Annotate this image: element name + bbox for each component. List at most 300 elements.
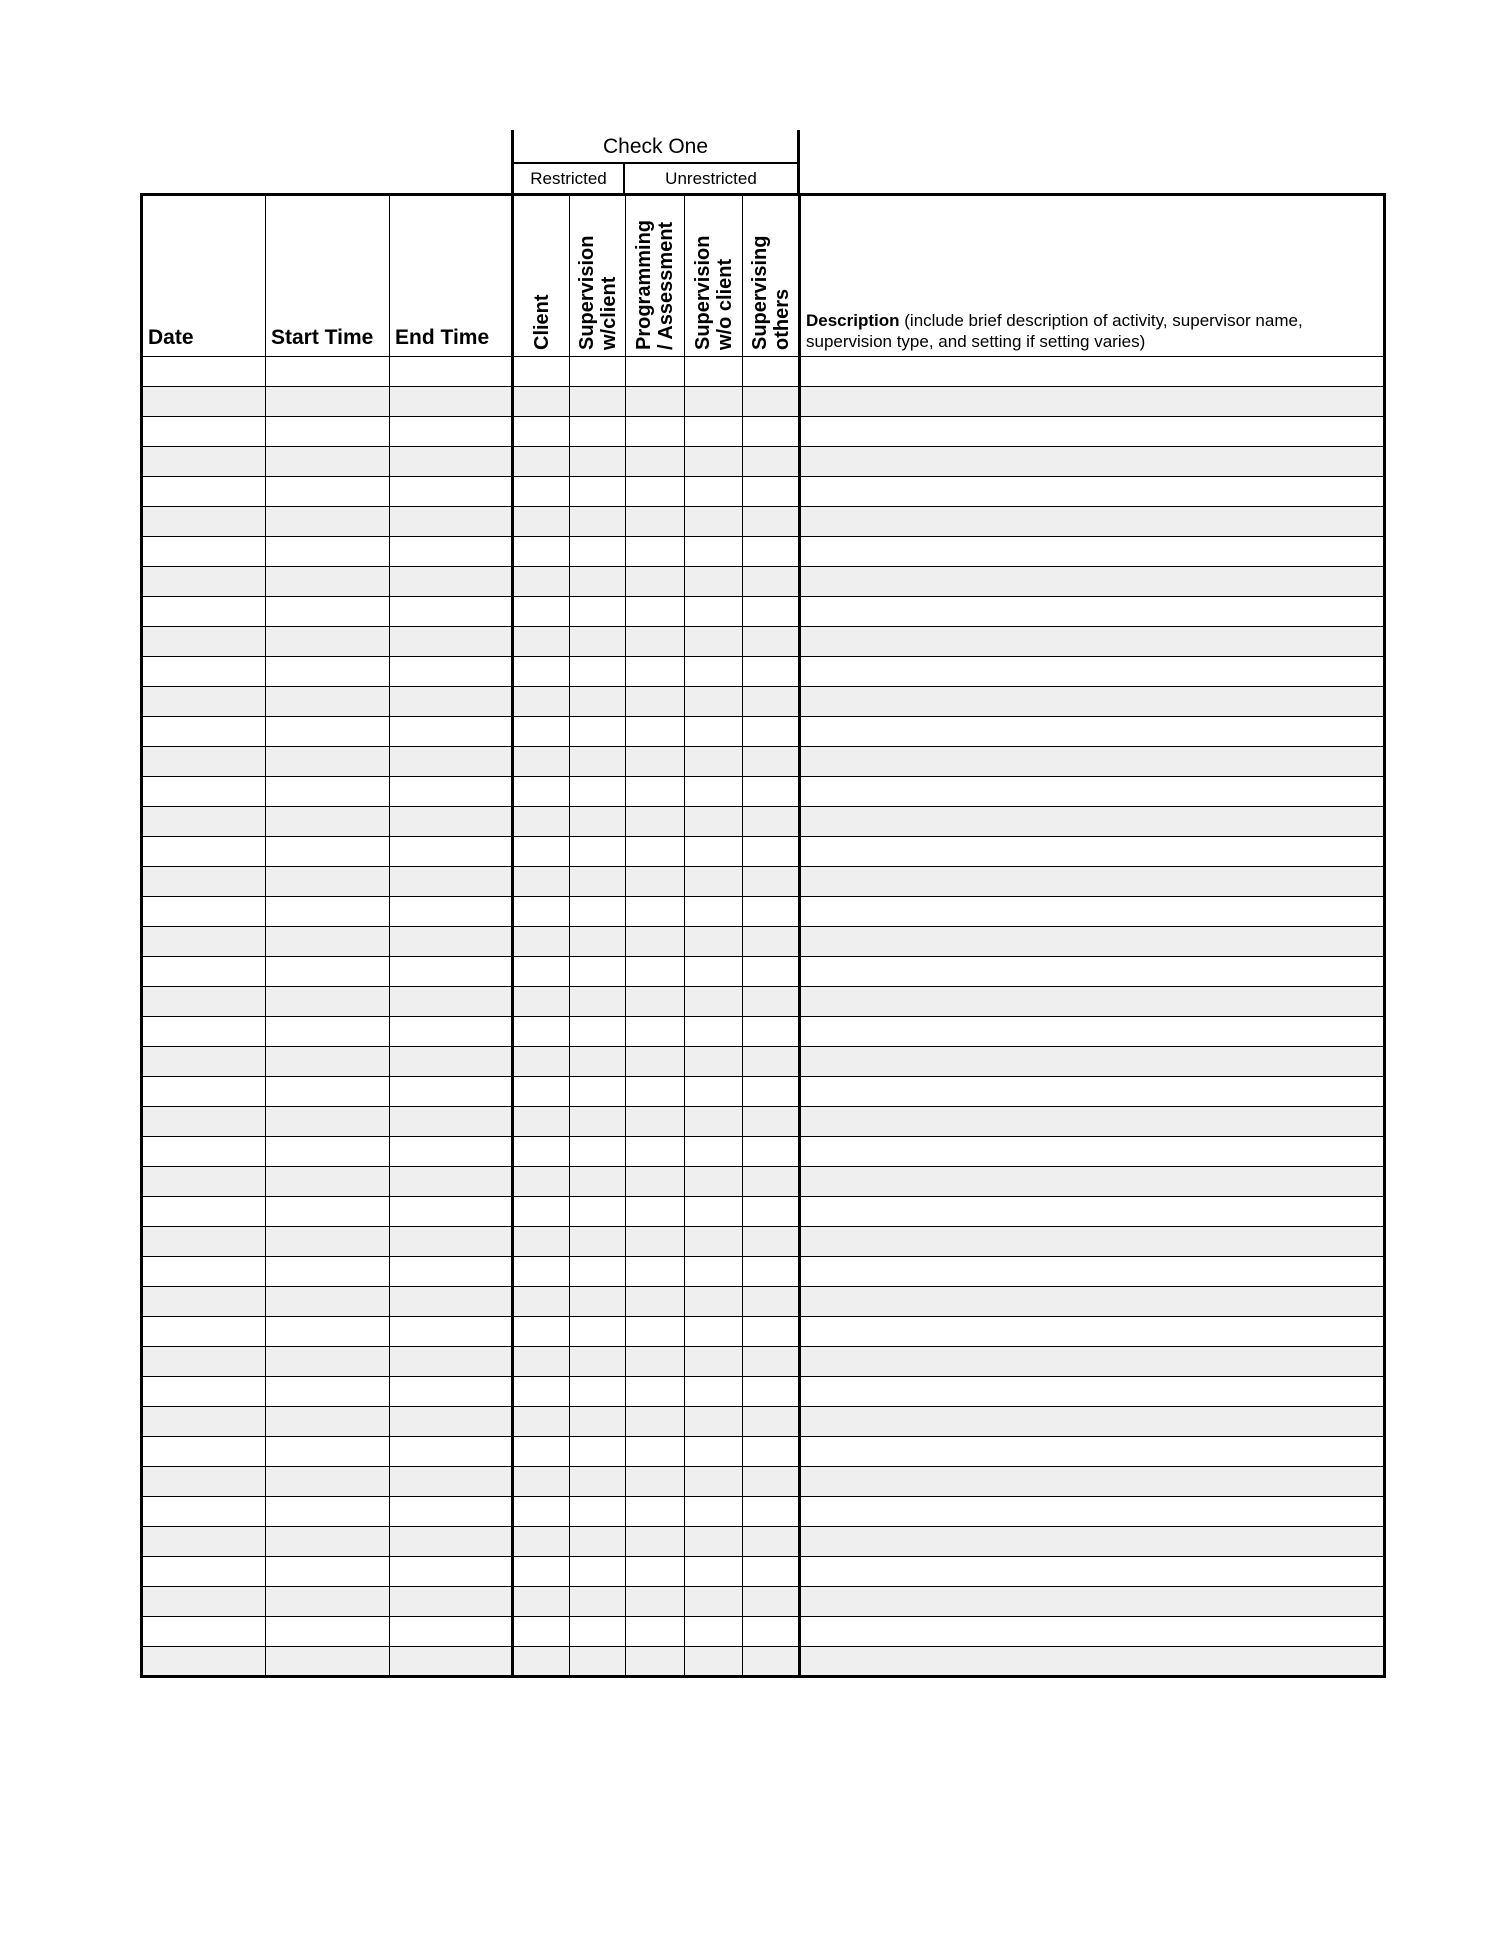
description-cell[interactable]	[800, 627, 1385, 657]
date-cell[interactable]	[142, 1377, 266, 1407]
description-cell[interactable]	[800, 1167, 1385, 1197]
description-cell[interactable]	[800, 507, 1385, 537]
end-time-cell[interactable]	[390, 567, 513, 597]
supervision-wo-client-check-cell[interactable]	[685, 387, 743, 417]
programming-assessment-check-cell[interactable]	[626, 927, 685, 957]
end-time-cell[interactable]	[390, 357, 513, 387]
description-cell[interactable]	[800, 777, 1385, 807]
programming-assessment-check-cell[interactable]	[626, 1347, 685, 1377]
date-cell[interactable]	[142, 1497, 266, 1527]
date-cell[interactable]	[142, 477, 266, 507]
supervision-wo-client-check-cell[interactable]	[685, 897, 743, 927]
programming-assessment-check-cell[interactable]	[626, 1647, 685, 1677]
programming-assessment-check-cell[interactable]	[626, 1287, 685, 1317]
description-cell[interactable]	[800, 1017, 1385, 1047]
client-check-cell[interactable]	[513, 1257, 570, 1287]
supervising-others-check-cell[interactable]	[743, 507, 800, 537]
description-cell[interactable]	[800, 747, 1385, 777]
supervising-others-check-cell[interactable]	[743, 687, 800, 717]
description-cell[interactable]	[800, 1497, 1385, 1527]
supervision-wo-client-check-cell[interactable]	[685, 1107, 743, 1137]
description-cell[interactable]	[800, 387, 1385, 417]
client-check-cell[interactable]	[513, 507, 570, 537]
description-cell[interactable]	[800, 1077, 1385, 1107]
supervision-wo-client-check-cell[interactable]	[685, 1287, 743, 1317]
start-time-cell[interactable]	[266, 1497, 390, 1527]
date-cell[interactable]	[142, 1077, 266, 1107]
supervising-others-check-cell[interactable]	[743, 867, 800, 897]
supervising-others-check-cell[interactable]	[743, 1287, 800, 1317]
supervision-wo-client-check-cell[interactable]	[685, 717, 743, 747]
supervision-wo-client-check-cell[interactable]	[685, 867, 743, 897]
supervision-wo-client-check-cell[interactable]	[685, 1167, 743, 1197]
description-cell[interactable]	[800, 927, 1385, 957]
date-cell[interactable]	[142, 927, 266, 957]
supervision-w-client-check-cell[interactable]	[570, 657, 626, 687]
start-time-cell[interactable]	[266, 1377, 390, 1407]
end-time-cell[interactable]	[390, 537, 513, 567]
supervision-w-client-check-cell[interactable]	[570, 1317, 626, 1347]
client-check-cell[interactable]	[513, 807, 570, 837]
supervision-wo-client-check-cell[interactable]	[685, 447, 743, 477]
date-cell[interactable]	[142, 627, 266, 657]
end-time-cell[interactable]	[390, 447, 513, 477]
supervision-w-client-check-cell[interactable]	[570, 957, 626, 987]
date-cell[interactable]	[142, 987, 266, 1017]
supervision-wo-client-check-cell[interactable]	[685, 1497, 743, 1527]
programming-assessment-check-cell[interactable]	[626, 1107, 685, 1137]
date-cell[interactable]	[142, 717, 266, 747]
supervision-wo-client-check-cell[interactable]	[685, 1377, 743, 1407]
supervision-w-client-check-cell[interactable]	[570, 1587, 626, 1617]
date-cell[interactable]	[142, 1317, 266, 1347]
programming-assessment-check-cell[interactable]	[626, 447, 685, 477]
supervising-others-check-cell[interactable]	[743, 1167, 800, 1197]
client-check-cell[interactable]	[513, 1617, 570, 1647]
supervision-w-client-check-cell[interactable]	[570, 687, 626, 717]
supervising-others-check-cell[interactable]	[743, 1137, 800, 1167]
client-check-cell[interactable]	[513, 1077, 570, 1107]
date-cell[interactable]	[142, 1197, 266, 1227]
description-cell[interactable]	[800, 1557, 1385, 1587]
end-time-cell[interactable]	[390, 1197, 513, 1227]
supervision-w-client-check-cell[interactable]	[570, 897, 626, 927]
end-time-cell[interactable]	[390, 417, 513, 447]
supervision-wo-client-check-cell[interactable]	[685, 1647, 743, 1677]
date-cell[interactable]	[142, 1017, 266, 1047]
supervising-others-check-cell[interactable]	[743, 1107, 800, 1137]
supervising-others-check-cell[interactable]	[743, 1437, 800, 1467]
supervising-others-check-cell[interactable]	[743, 537, 800, 567]
programming-assessment-check-cell[interactable]	[626, 1527, 685, 1557]
end-time-cell[interactable]	[390, 1347, 513, 1377]
programming-assessment-check-cell[interactable]	[626, 1317, 685, 1347]
supervision-wo-client-check-cell[interactable]	[685, 1197, 743, 1227]
description-cell[interactable]	[800, 1467, 1385, 1497]
programming-assessment-check-cell[interactable]	[626, 1437, 685, 1467]
supervision-w-client-check-cell[interactable]	[570, 1647, 626, 1677]
end-time-cell[interactable]	[390, 1647, 513, 1677]
date-cell[interactable]	[142, 1137, 266, 1167]
supervision-wo-client-check-cell[interactable]	[685, 987, 743, 1017]
date-cell[interactable]	[142, 807, 266, 837]
description-cell[interactable]	[800, 1287, 1385, 1317]
description-cell[interactable]	[800, 1257, 1385, 1287]
supervision-w-client-check-cell[interactable]	[570, 1167, 626, 1197]
end-time-cell[interactable]	[390, 1047, 513, 1077]
client-check-cell[interactable]	[513, 777, 570, 807]
supervising-others-check-cell[interactable]	[743, 1617, 800, 1647]
end-time-cell[interactable]	[390, 477, 513, 507]
date-cell[interactable]	[142, 957, 266, 987]
end-time-cell[interactable]	[390, 1017, 513, 1047]
supervising-others-check-cell[interactable]	[743, 927, 800, 957]
client-check-cell[interactable]	[513, 357, 570, 387]
programming-assessment-check-cell[interactable]	[626, 1137, 685, 1167]
description-cell[interactable]	[800, 417, 1385, 447]
start-time-cell[interactable]	[266, 1257, 390, 1287]
client-check-cell[interactable]	[513, 1287, 570, 1317]
supervising-others-check-cell[interactable]	[743, 747, 800, 777]
supervision-w-client-check-cell[interactable]	[570, 1377, 626, 1407]
end-time-cell[interactable]	[390, 1587, 513, 1617]
end-time-cell[interactable]	[390, 1437, 513, 1467]
supervision-wo-client-check-cell[interactable]	[685, 927, 743, 957]
description-cell[interactable]	[800, 537, 1385, 567]
description-cell[interactable]	[800, 897, 1385, 927]
end-time-cell[interactable]	[390, 717, 513, 747]
date-cell[interactable]	[142, 747, 266, 777]
date-cell[interactable]	[142, 417, 266, 447]
client-check-cell[interactable]	[513, 1197, 570, 1227]
start-time-cell[interactable]	[266, 1347, 390, 1377]
client-check-cell[interactable]	[513, 537, 570, 567]
supervision-wo-client-check-cell[interactable]	[685, 657, 743, 687]
programming-assessment-check-cell[interactable]	[626, 1467, 685, 1497]
start-time-cell[interactable]	[266, 1467, 390, 1497]
client-check-cell[interactable]	[513, 1017, 570, 1047]
start-time-cell[interactable]	[266, 597, 390, 627]
supervising-others-check-cell[interactable]	[743, 1017, 800, 1047]
supervision-w-client-check-cell[interactable]	[570, 1557, 626, 1587]
supervision-w-client-check-cell[interactable]	[570, 1347, 626, 1377]
supervision-wo-client-check-cell[interactable]	[685, 507, 743, 537]
supervision-wo-client-check-cell[interactable]	[685, 417, 743, 447]
description-cell[interactable]	[800, 1047, 1385, 1077]
end-time-cell[interactable]	[390, 1167, 513, 1197]
supervision-wo-client-check-cell[interactable]	[685, 1617, 743, 1647]
client-check-cell[interactable]	[513, 1137, 570, 1167]
start-time-cell[interactable]	[266, 1197, 390, 1227]
start-time-cell[interactable]	[266, 1137, 390, 1167]
start-time-cell[interactable]	[266, 867, 390, 897]
start-time-cell[interactable]	[266, 1437, 390, 1467]
end-time-cell[interactable]	[390, 927, 513, 957]
supervision-w-client-check-cell[interactable]	[570, 1287, 626, 1317]
supervision-w-client-check-cell[interactable]	[570, 567, 626, 597]
client-check-cell[interactable]	[513, 1527, 570, 1557]
end-time-cell[interactable]	[390, 507, 513, 537]
supervision-wo-client-check-cell[interactable]	[685, 357, 743, 387]
end-time-cell[interactable]	[390, 1227, 513, 1257]
end-time-cell[interactable]	[390, 657, 513, 687]
supervision-wo-client-check-cell[interactable]	[685, 1137, 743, 1167]
programming-assessment-check-cell[interactable]	[626, 627, 685, 657]
programming-assessment-check-cell[interactable]	[626, 717, 685, 747]
programming-assessment-check-cell[interactable]	[626, 597, 685, 627]
supervising-others-check-cell[interactable]	[743, 1497, 800, 1527]
supervision-wo-client-check-cell[interactable]	[685, 1347, 743, 1377]
programming-assessment-check-cell[interactable]	[626, 837, 685, 867]
supervision-wo-client-check-cell[interactable]	[685, 1257, 743, 1287]
supervision-wo-client-check-cell[interactable]	[685, 1317, 743, 1347]
date-cell[interactable]	[142, 1587, 266, 1617]
client-check-cell[interactable]	[513, 1557, 570, 1587]
supervising-others-check-cell[interactable]	[743, 1347, 800, 1377]
supervising-others-check-cell[interactable]	[743, 657, 800, 687]
start-time-cell[interactable]	[266, 897, 390, 927]
supervision-w-client-check-cell[interactable]	[570, 1437, 626, 1467]
client-check-cell[interactable]	[513, 1497, 570, 1527]
end-time-cell[interactable]	[390, 1497, 513, 1527]
supervision-wo-client-check-cell[interactable]	[685, 567, 743, 597]
programming-assessment-check-cell[interactable]	[626, 1407, 685, 1437]
supervising-others-check-cell[interactable]	[743, 1317, 800, 1347]
client-check-cell[interactable]	[513, 1467, 570, 1497]
start-time-cell[interactable]	[266, 1167, 390, 1197]
client-check-cell[interactable]	[513, 1407, 570, 1437]
supervision-wo-client-check-cell[interactable]	[685, 777, 743, 807]
date-cell[interactable]	[142, 867, 266, 897]
supervision-wo-client-check-cell[interactable]	[685, 1017, 743, 1047]
start-time-cell[interactable]	[266, 1617, 390, 1647]
end-time-cell[interactable]	[390, 1257, 513, 1287]
client-check-cell[interactable]	[513, 747, 570, 777]
end-time-cell[interactable]	[390, 1557, 513, 1587]
supervision-wo-client-check-cell[interactable]	[685, 1557, 743, 1587]
supervision-w-client-check-cell[interactable]	[570, 747, 626, 777]
end-time-cell[interactable]	[390, 1617, 513, 1647]
programming-assessment-check-cell[interactable]	[626, 1227, 685, 1257]
supervision-w-client-check-cell[interactable]	[570, 1047, 626, 1077]
supervising-others-check-cell[interactable]	[743, 1407, 800, 1437]
supervising-others-check-cell[interactable]	[743, 357, 800, 387]
supervising-others-check-cell[interactable]	[743, 597, 800, 627]
supervision-w-client-check-cell[interactable]	[570, 507, 626, 537]
end-time-cell[interactable]	[390, 1527, 513, 1557]
end-time-cell[interactable]	[390, 1317, 513, 1347]
client-check-cell[interactable]	[513, 897, 570, 927]
end-time-cell[interactable]	[390, 627, 513, 657]
description-cell[interactable]	[800, 567, 1385, 597]
start-time-cell[interactable]	[266, 687, 390, 717]
programming-assessment-check-cell[interactable]	[626, 1557, 685, 1587]
description-cell[interactable]	[800, 357, 1385, 387]
end-time-cell[interactable]	[390, 1287, 513, 1317]
supervision-w-client-check-cell[interactable]	[570, 837, 626, 867]
supervising-others-check-cell[interactable]	[743, 1077, 800, 1107]
supervision-w-client-check-cell[interactable]	[570, 597, 626, 627]
supervision-w-client-check-cell[interactable]	[570, 1137, 626, 1167]
client-check-cell[interactable]	[513, 1047, 570, 1077]
end-time-cell[interactable]	[390, 1467, 513, 1497]
programming-assessment-check-cell[interactable]	[626, 357, 685, 387]
start-time-cell[interactable]	[266, 1017, 390, 1047]
start-time-cell[interactable]	[266, 1047, 390, 1077]
supervision-w-client-check-cell[interactable]	[570, 1017, 626, 1047]
date-cell[interactable]	[142, 1047, 266, 1077]
start-time-cell[interactable]	[266, 357, 390, 387]
programming-assessment-check-cell[interactable]	[626, 777, 685, 807]
supervision-w-client-check-cell[interactable]	[570, 867, 626, 897]
date-cell[interactable]	[142, 387, 266, 417]
description-cell[interactable]	[800, 867, 1385, 897]
programming-assessment-check-cell[interactable]	[626, 567, 685, 597]
programming-assessment-check-cell[interactable]	[626, 687, 685, 717]
client-check-cell[interactable]	[513, 1437, 570, 1467]
client-check-cell[interactable]	[513, 627, 570, 657]
programming-assessment-check-cell[interactable]	[626, 807, 685, 837]
supervising-others-check-cell[interactable]	[743, 1047, 800, 1077]
description-cell[interactable]	[800, 1647, 1385, 1677]
programming-assessment-check-cell[interactable]	[626, 1017, 685, 1047]
date-cell[interactable]	[142, 567, 266, 597]
supervising-others-check-cell[interactable]	[743, 477, 800, 507]
description-cell[interactable]	[800, 1347, 1385, 1377]
supervision-w-client-check-cell[interactable]	[570, 417, 626, 447]
start-time-cell[interactable]	[266, 1317, 390, 1347]
end-time-cell[interactable]	[390, 687, 513, 717]
supervision-wo-client-check-cell[interactable]	[685, 1527, 743, 1557]
programming-assessment-check-cell[interactable]	[626, 1047, 685, 1077]
description-cell[interactable]	[800, 957, 1385, 987]
description-cell[interactable]	[800, 717, 1385, 747]
start-time-cell[interactable]	[266, 1407, 390, 1437]
date-cell[interactable]	[142, 777, 266, 807]
supervision-wo-client-check-cell[interactable]	[685, 747, 743, 777]
supervising-others-check-cell[interactable]	[743, 627, 800, 657]
date-cell[interactable]	[142, 1167, 266, 1197]
end-time-cell[interactable]	[390, 807, 513, 837]
programming-assessment-check-cell[interactable]	[626, 1077, 685, 1107]
client-check-cell[interactable]	[513, 1587, 570, 1617]
supervising-others-check-cell[interactable]	[743, 957, 800, 987]
client-check-cell[interactable]	[513, 1167, 570, 1197]
supervision-w-client-check-cell[interactable]	[570, 777, 626, 807]
client-check-cell[interactable]	[513, 417, 570, 447]
supervision-w-client-check-cell[interactable]	[570, 447, 626, 477]
supervising-others-check-cell[interactable]	[743, 987, 800, 1017]
start-time-cell[interactable]	[266, 417, 390, 447]
description-cell[interactable]	[800, 1107, 1385, 1137]
end-time-cell[interactable]	[390, 867, 513, 897]
date-cell[interactable]	[142, 1107, 266, 1137]
client-check-cell[interactable]	[513, 987, 570, 1017]
supervision-w-client-check-cell[interactable]	[570, 1227, 626, 1257]
date-cell[interactable]	[142, 1227, 266, 1257]
supervision-wo-client-check-cell[interactable]	[685, 807, 743, 837]
supervision-w-client-check-cell[interactable]	[570, 1107, 626, 1137]
supervising-others-check-cell[interactable]	[743, 1647, 800, 1677]
supervising-others-check-cell[interactable]	[743, 1557, 800, 1587]
supervising-others-check-cell[interactable]	[743, 447, 800, 477]
client-check-cell[interactable]	[513, 1227, 570, 1257]
description-cell[interactable]	[800, 1377, 1385, 1407]
supervision-wo-client-check-cell[interactable]	[685, 597, 743, 627]
client-check-cell[interactable]	[513, 447, 570, 477]
supervising-others-check-cell[interactable]	[743, 1527, 800, 1557]
supervision-wo-client-check-cell[interactable]	[685, 1047, 743, 1077]
date-cell[interactable]	[142, 537, 266, 567]
date-cell[interactable]	[142, 1407, 266, 1437]
description-cell[interactable]	[800, 1617, 1385, 1647]
end-time-cell[interactable]	[390, 1407, 513, 1437]
end-time-cell[interactable]	[390, 897, 513, 927]
client-check-cell[interactable]	[513, 927, 570, 957]
start-time-cell[interactable]	[266, 507, 390, 537]
supervision-w-client-check-cell[interactable]	[570, 1527, 626, 1557]
start-time-cell[interactable]	[266, 477, 390, 507]
start-time-cell[interactable]	[266, 1227, 390, 1257]
description-cell[interactable]	[800, 1227, 1385, 1257]
date-cell[interactable]	[142, 687, 266, 717]
supervision-w-client-check-cell[interactable]	[570, 1497, 626, 1527]
supervision-w-client-check-cell[interactable]	[570, 927, 626, 957]
date-cell[interactable]	[142, 447, 266, 477]
date-cell[interactable]	[142, 657, 266, 687]
description-cell[interactable]	[800, 597, 1385, 627]
programming-assessment-check-cell[interactable]	[626, 747, 685, 777]
client-check-cell[interactable]	[513, 657, 570, 687]
start-time-cell[interactable]	[266, 1587, 390, 1617]
start-time-cell[interactable]	[266, 1557, 390, 1587]
end-time-cell[interactable]	[390, 1077, 513, 1107]
start-time-cell[interactable]	[266, 627, 390, 657]
start-time-cell[interactable]	[266, 1287, 390, 1317]
start-time-cell[interactable]	[266, 657, 390, 687]
end-time-cell[interactable]	[390, 1107, 513, 1137]
supervision-wo-client-check-cell[interactable]	[685, 1437, 743, 1467]
description-cell[interactable]	[800, 1437, 1385, 1467]
supervising-others-check-cell[interactable]	[743, 777, 800, 807]
start-time-cell[interactable]	[266, 747, 390, 777]
supervision-wo-client-check-cell[interactable]	[685, 1467, 743, 1497]
description-cell[interactable]	[800, 657, 1385, 687]
programming-assessment-check-cell[interactable]	[626, 387, 685, 417]
supervising-others-check-cell[interactable]	[743, 1197, 800, 1227]
client-check-cell[interactable]	[513, 1377, 570, 1407]
programming-assessment-check-cell[interactable]	[626, 477, 685, 507]
supervising-others-check-cell[interactable]	[743, 387, 800, 417]
date-cell[interactable]	[142, 1257, 266, 1287]
end-time-cell[interactable]	[390, 957, 513, 987]
supervision-wo-client-check-cell[interactable]	[685, 837, 743, 867]
end-time-cell[interactable]	[390, 777, 513, 807]
description-cell[interactable]	[800, 1407, 1385, 1437]
start-time-cell[interactable]	[266, 567, 390, 597]
client-check-cell[interactable]	[513, 867, 570, 897]
programming-assessment-check-cell[interactable]	[626, 657, 685, 687]
client-check-cell[interactable]	[513, 387, 570, 417]
supervision-w-client-check-cell[interactable]	[570, 987, 626, 1017]
start-time-cell[interactable]	[266, 1527, 390, 1557]
end-time-cell[interactable]	[390, 987, 513, 1017]
date-cell[interactable]	[142, 837, 266, 867]
end-time-cell[interactable]	[390, 597, 513, 627]
client-check-cell[interactable]	[513, 597, 570, 627]
start-time-cell[interactable]	[266, 957, 390, 987]
client-check-cell[interactable]	[513, 837, 570, 867]
